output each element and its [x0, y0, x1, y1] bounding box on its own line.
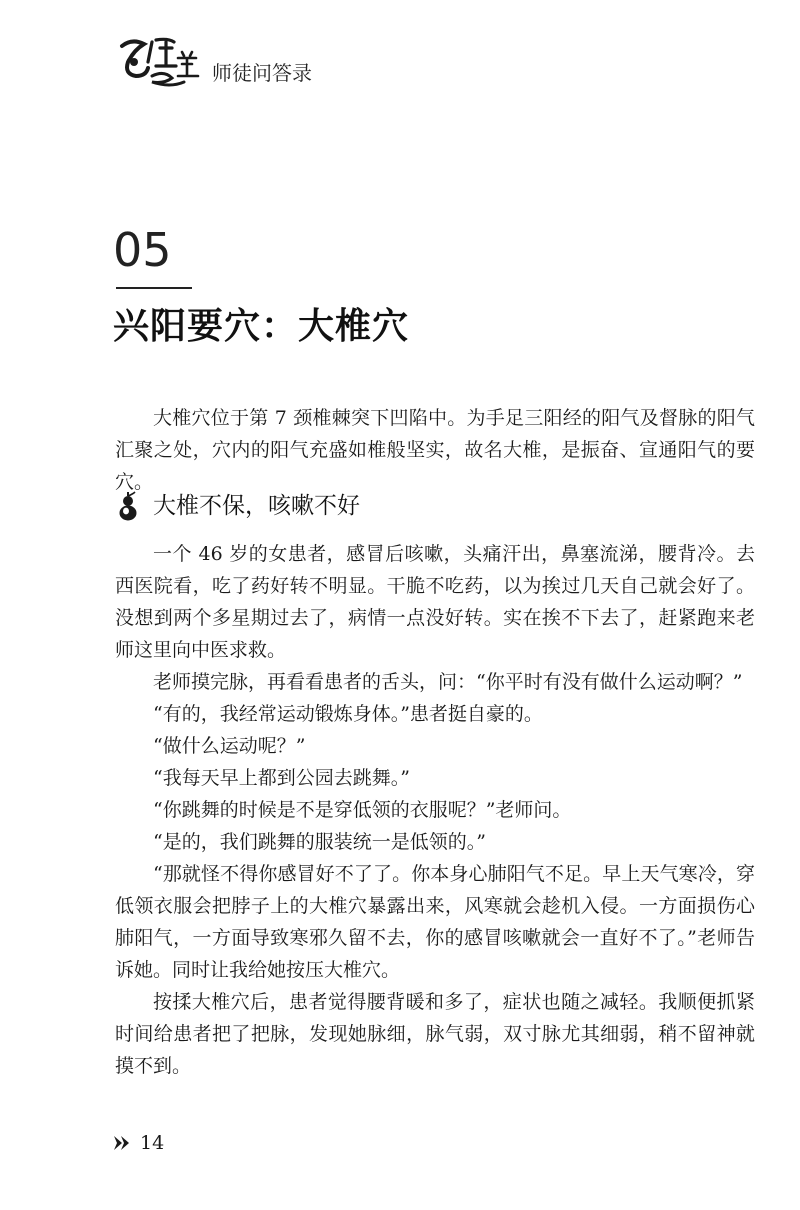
paragraph: “是的，我们跳舞的服装统一是低领的。” [153, 831, 486, 853]
paragraph: “那就怪不得你感冒好不了了。你本身心肺阳气不足。早上天气寒冷，穿低领衣服会把脖子上的大椎穴暴露出来，风寒就会趁机入侵。一方面损伤心肺阳气，一方面导致寒邪久留不去，你的感冒咳嗽就会一直好不了。”老师告诉她。同时让我给她按压大椎穴。 [115, 863, 755, 981]
section-heading [115, 490, 360, 522]
calligraphy-logo-icon [112, 32, 204, 90]
paragraph: 老师摸完脉，再看看患者的舌头，问：“你平时有没有做什么运动啊？” [153, 671, 743, 693]
gourd-icon [115, 490, 141, 522]
page-arrow-icon [112, 1133, 132, 1153]
intro-paragraph: 大椎穴位于第 7 颈椎棘突下凹陷中。为手足三阳经的阳气及督脉的阳气汇聚之处，穴内的阳气充盛如椎般坚实，故名大椎，是振奋、宣通阳气的要穴。 [115, 407, 755, 493]
paragraph: “做什么运动呢？” [153, 735, 306, 757]
page-header [112, 30, 312, 90]
chapter-number: 05 [113, 223, 172, 277]
paragraph: “你跳舞的时候是不是穿低领的衣服呢？”老师问。 [153, 799, 572, 821]
chapter-title: 兴阳要穴：大椎穴 [113, 306, 410, 347]
paragraph: “有的，我经常运动锻炼身体。”患者挺自豪的。 [153, 703, 543, 725]
section-title: 大椎不保，咳嗽不好 [153, 493, 360, 519]
paragraph: “我每天早上都到公园去跳舞。” [153, 767, 410, 789]
intro-text [115, 402, 755, 498]
page-footer [112, 1132, 164, 1154]
chapter-divider [116, 287, 192, 289]
series-title: 师徒问答录 [212, 61, 312, 85]
story-text [115, 538, 755, 1082]
paragraph: 一个 46 岁的女患者，感冒后咳嗽，头痛汗出，鼻塞流涕，腰背冷。去西医院看，吃了药好转不明显。干脆不吃药，以为挨过几天自己就会好了。没想到两个多星期过去了，病情一点没好转。实在挨不下去了，赶紧跑来老师这里向中医求救。 [115, 543, 755, 661]
paragraph: 按揉大椎穴后，患者觉得腰背暖和多了，症状也随之减轻。我顺便抓紧时间给患者把了把脉，发现她脉细，脉气弱，双寸脉尤其细弱，稍不留神就摸不到。 [115, 991, 755, 1077]
page-number: 14 [140, 1132, 165, 1154]
